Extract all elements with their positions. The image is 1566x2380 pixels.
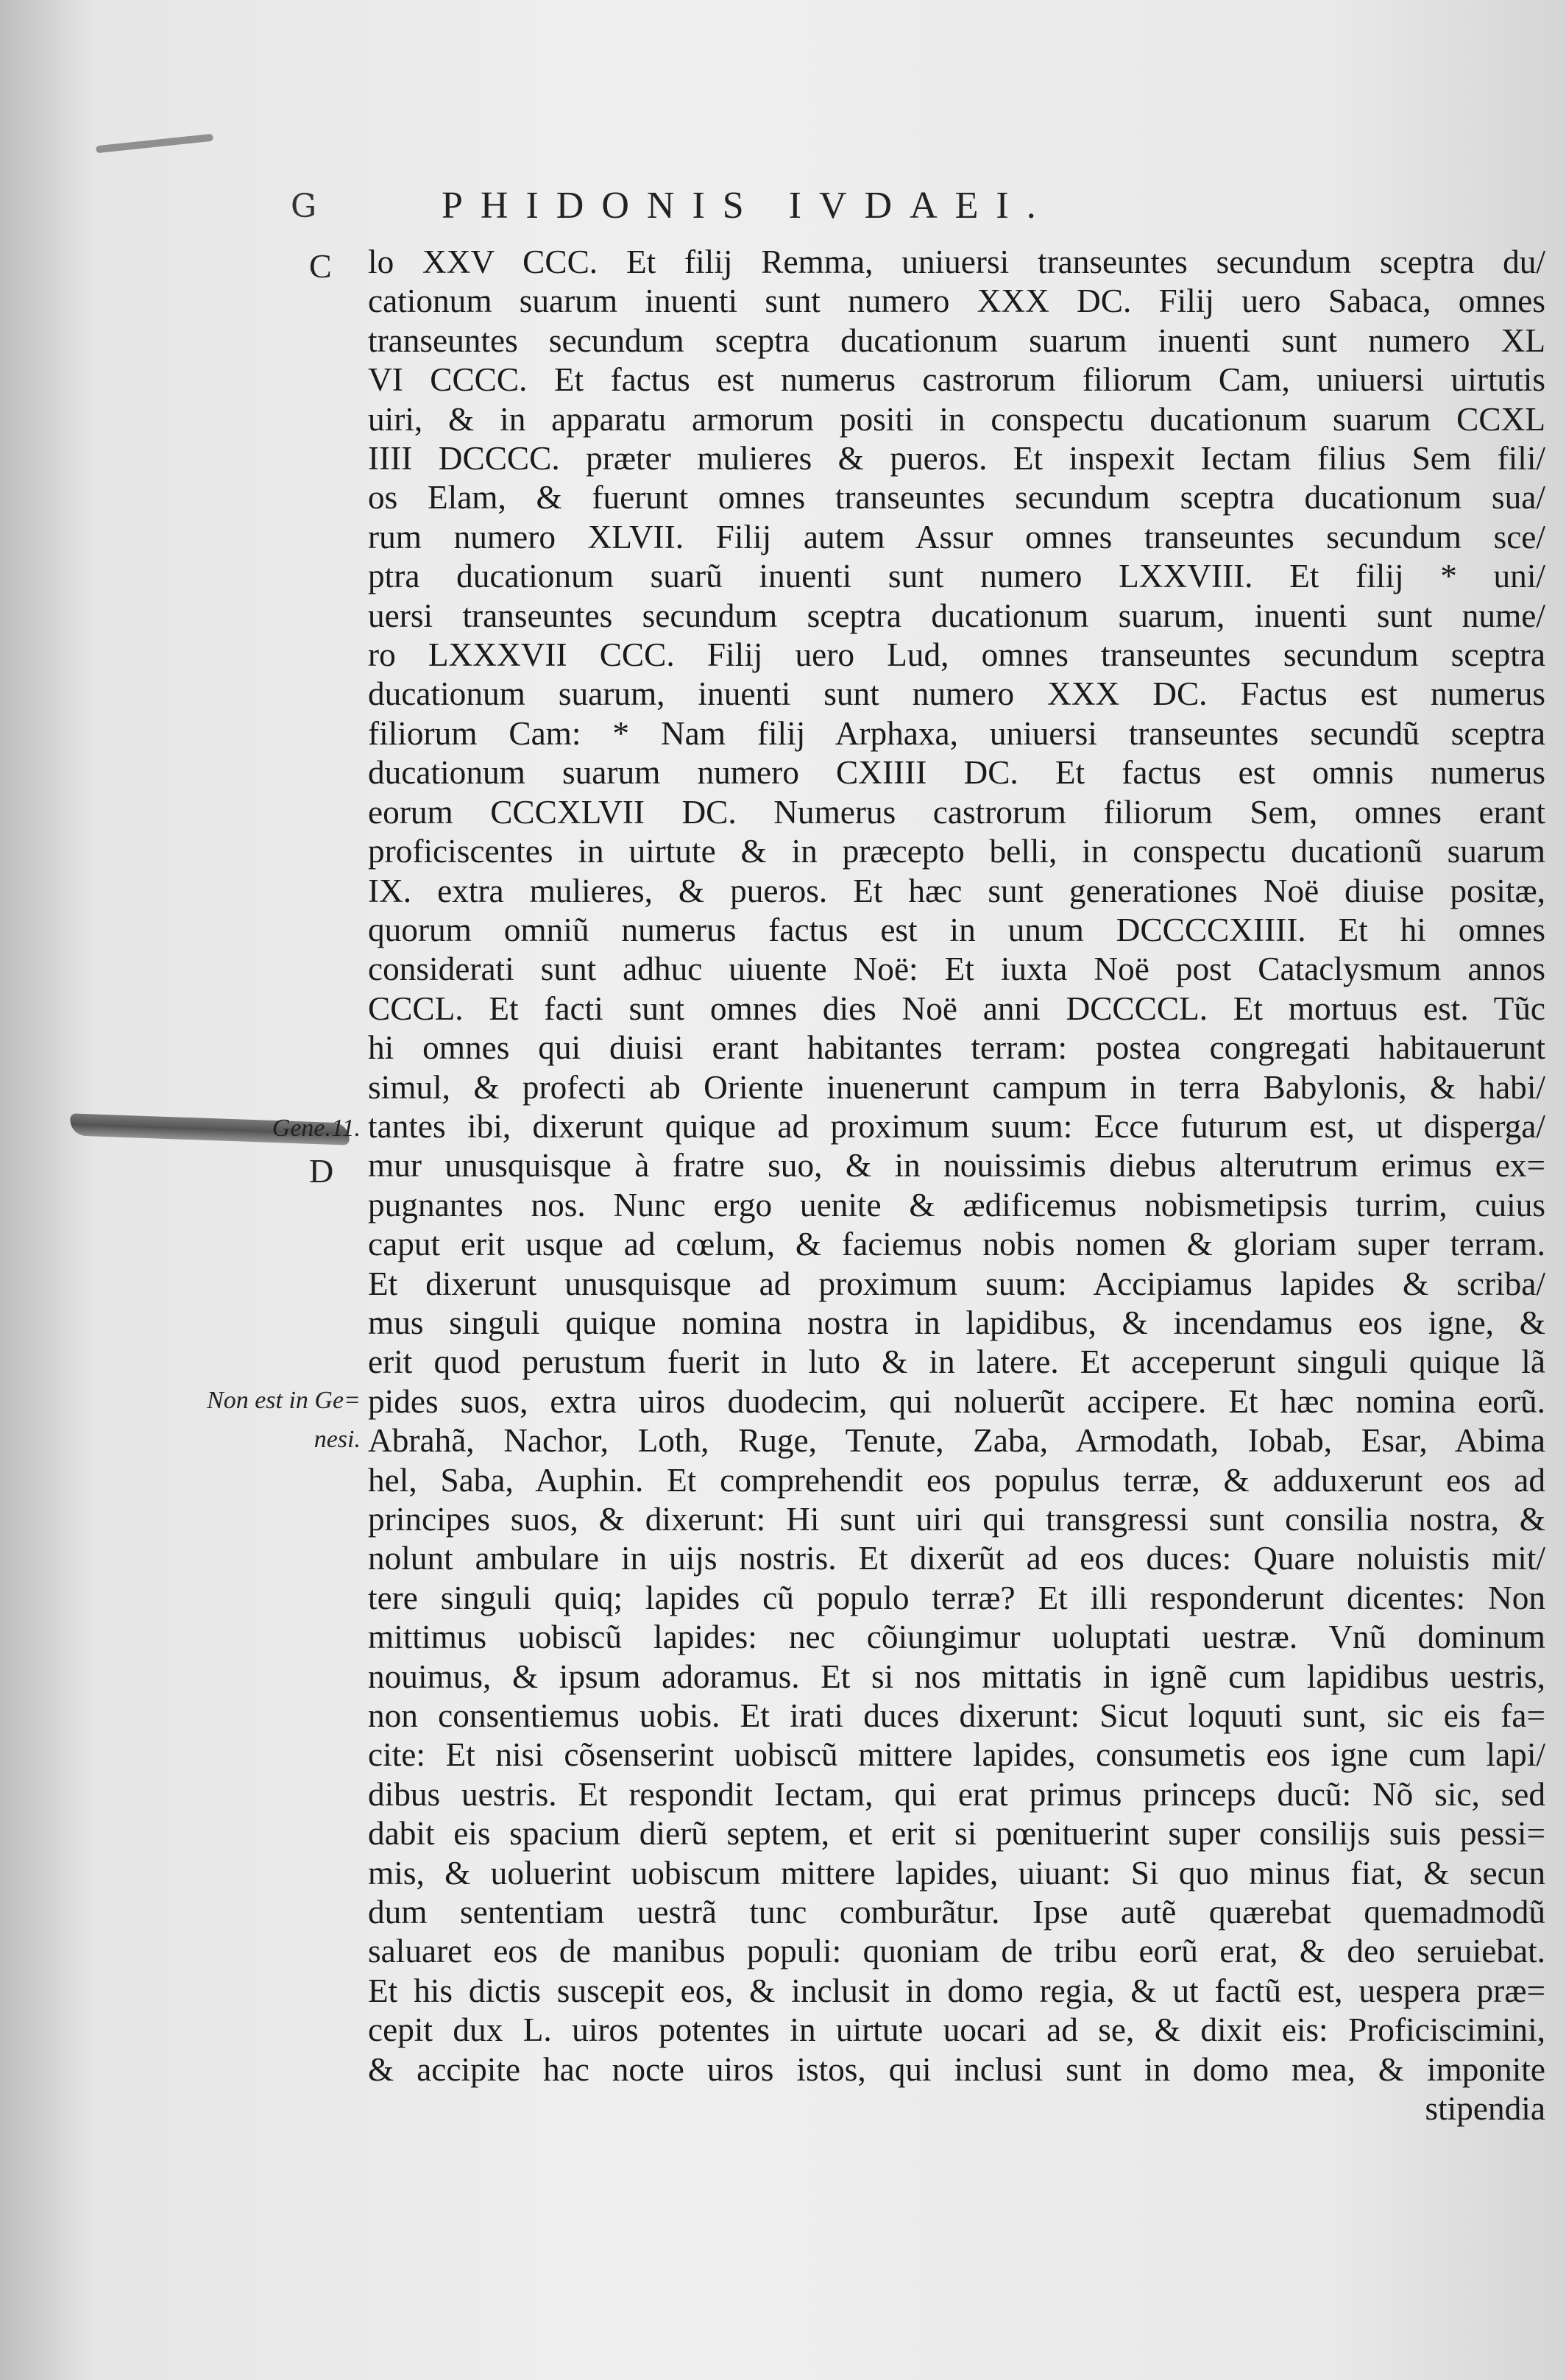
margin-note-non-est-1: Non est in Ge= [207,1387,361,1414]
text-line: dum sententiam uestrã tunc comburãtur. Ipse autẽ quærebat quemadmodũ [368,1894,1545,1931]
text-line: pides suos, extra uiros duodecim, qui noluerũt accipere. Et hæc nomina eorũ. [368,1382,1545,1420]
text-line: cepit dux L. uiros potentes in uirtute uocari ad se, & dixit eis: Proficiscimini, [368,2011,1545,2049]
text-line: mis, & uoluerint uobiscum mittere lapides, uiuant: Si quo minus fiat, & secun [368,1854,1545,1891]
margin-marker-c: C [309,247,332,285]
text-line: simul, & profecti ab Oriente inuenerunt campum in terra Babylonis, & habi/ [368,1068,1545,1106]
text-line: & accipite hac nocte uiros istos, qui inclusi sunt in domo mea, & imponite [368,2050,1545,2088]
text-line: pugnantes nos. Nunc ergo uenite & ædificemus nobismetipsis turrim, cuius [368,1186,1545,1223]
text-line: mittimus uobiscũ lapides: nec cõiungimur uoluptati uestræ. Vnũ dominum [368,1619,1545,1656]
text-line: principes suos, & dixerunt: Hi sunt uiri qui transgressi sunt consilia nostra, & [368,1501,1545,1538]
text-line: hi omnes qui diuisi erant habitantes terram: postea congregati habitauerunt [368,1029,1545,1067]
text-line: considerati sunt adhuc uiuente Noë: Et iuxta Noë post Cataclysmum annos [368,951,1545,988]
margin-note-non-est-2: nesi. [313,1426,361,1453]
text-line: lo XXV CCC. Et filij Remma, uniuersi transeuntes secundum sceptra du/ [368,244,1545,280]
text-line: rum numero XLVII. Filij autem Assur omnes transeuntes secundum sce/ [368,518,1545,555]
text-line: dabit eis spacium dierũ septem, et erit si pœnituerint super consilijs suis pessi= [368,1815,1545,1853]
text-line: uiri, & in apparatu armorum positi in conspectu ducationum suarum CCXL [368,400,1545,438]
margin-marker-d: D [309,1152,334,1190]
text-line: IX. extra mulieres, & pueros. Et hæc sunt generationes Noë diuise positæ, [368,872,1545,909]
text-line: CCCL. Et facti sunt omnes dies Noë anni DCCCCL. Et mortuus est. Tũc [368,990,1545,1027]
running-title: PHIDONIS IVDAEI. [442,185,1054,227]
text-line: VI CCCC. Et factus est numerus castrorum filiorum Cam, uniuersi uirtutis [368,361,1545,399]
text-line: mus singuli quique nomina nostra in lapidibus, & incendamus eos igne, & [368,1304,1545,1341]
text-line: filiorum Cam: * Nam filij Arphaxa, uniuersi transeuntes secundũ sceptra [368,714,1545,752]
text-line: ptra ducationum suarũ inuenti sunt numero LXXVIII. Et filij * uni/ [368,558,1545,595]
text-line: dibus uestris. Et respondit Iectam, qui erat primus princeps ducũ: Nõ sic, sed [368,1775,1545,1813]
text-line: cationum suarum inuenti sunt numero XXX DC. Filij uero Sabaca, omnes [368,283,1545,320]
text-line: mur unusquisque à fratre suo, & in nouissimis diebus alterutrum erimus ex= [368,1147,1545,1184]
text-line: non consentiemus uobis. Et irati duces dixerunt: Sicut loquuti sunt, sic eis fa= [368,1697,1545,1735]
text-line: caput erit usque ad cœlum, & faciemus nobis nomen & gloriam super terram. [368,1226,1545,1263]
text-line: proficiscentes in uirtute & in præcepto belli, in conspectu ducationũ suarum [368,833,1545,870]
text-line: nolunt ambulare in uijs nostris. Et dixerũt ad eos duces: Quare noluistis mit/ [368,1540,1545,1577]
text-line: hel, Saba, Auphin. Et comprehendit eos populus terræ, & adduxerunt eos ad [368,1461,1545,1499]
text-line: eorum CCCXLVII DC. Numerus castrorum filiorum Sem, omnes erant [368,793,1545,831]
margin-note-gene: Gene.11. [272,1115,361,1142]
text-line: tantes ibi, dixerunt quique ad proximum suum: Ecce futurum est, ut disperga/ [368,1107,1545,1145]
text-line: ducationum suarum numero CXIIII DC. Et factus est omnis numerus [368,754,1545,792]
text-line: Et his dictis suscepit eos, & inclusit in domo regia, & ut factũ est, uespera præ= [368,1972,1545,2009]
folio-mark: G [291,188,317,225]
text-line: Et dixerunt unusquisque ad proximum suum: Accipiamus lapides & scriba/ [368,1265,1545,1302]
text-line: nouimus, & ipsum adoramus. Et si nos mittatis in ignẽ cum lapidibus uestris, [368,1658,1545,1695]
ink-mark [96,134,213,154]
text-line: Abrahã, Nachor, Loth, Ruge, Tenute, Zaba, Armodath, Iobab, Esar, Abima [368,1422,1545,1460]
body-text [368,243,1545,2129]
text-line: cite: Et nisi cõsenserint uobiscũ mittere lapides, consumetis eos igne cum lapi/ [368,1736,1545,1774]
text-line: ro LXXXVII CCC. Filij uero Lud, omnes transeuntes secundum sceptra [368,636,1545,674]
text-line: IIII DCCCC. præter mulieres & pueros. Et inspexit Iectam filius Sem fili/ [368,440,1545,477]
text-line: stipendia [1425,2090,1545,2128]
text-line: os Elam, & fuerunt omnes transeuntes secundum sceptra ducationum sua/ [368,479,1545,516]
text-line: quorum omniũ numerus factus est in unum DCCCCXIIII. Et hi omnes [368,911,1545,948]
text-line: uersi transeuntes secundum sceptra ducationum suarum, inuenti sunt nume/ [368,597,1545,634]
text-line: tere singuli quiq; lapides cũ populo terræ? Et illi responderunt dicentes: Non [368,1579,1545,1616]
text-line: saluaret eos de manibus populi: quoniam de tribu eorũ erat, & deo seruiebat. [368,1933,1545,1970]
text-line: erit quod perustum fuerit in luto & in latere. Et acceperunt singuli quique lã [368,1343,1545,1381]
text-line: transeuntes secundum sceptra ducationum suarum inuenti sunt numero XL [368,322,1545,359]
text-line: ducationum suarum, inuenti sunt numero XXX DC. Factus est numerus [368,675,1545,713]
